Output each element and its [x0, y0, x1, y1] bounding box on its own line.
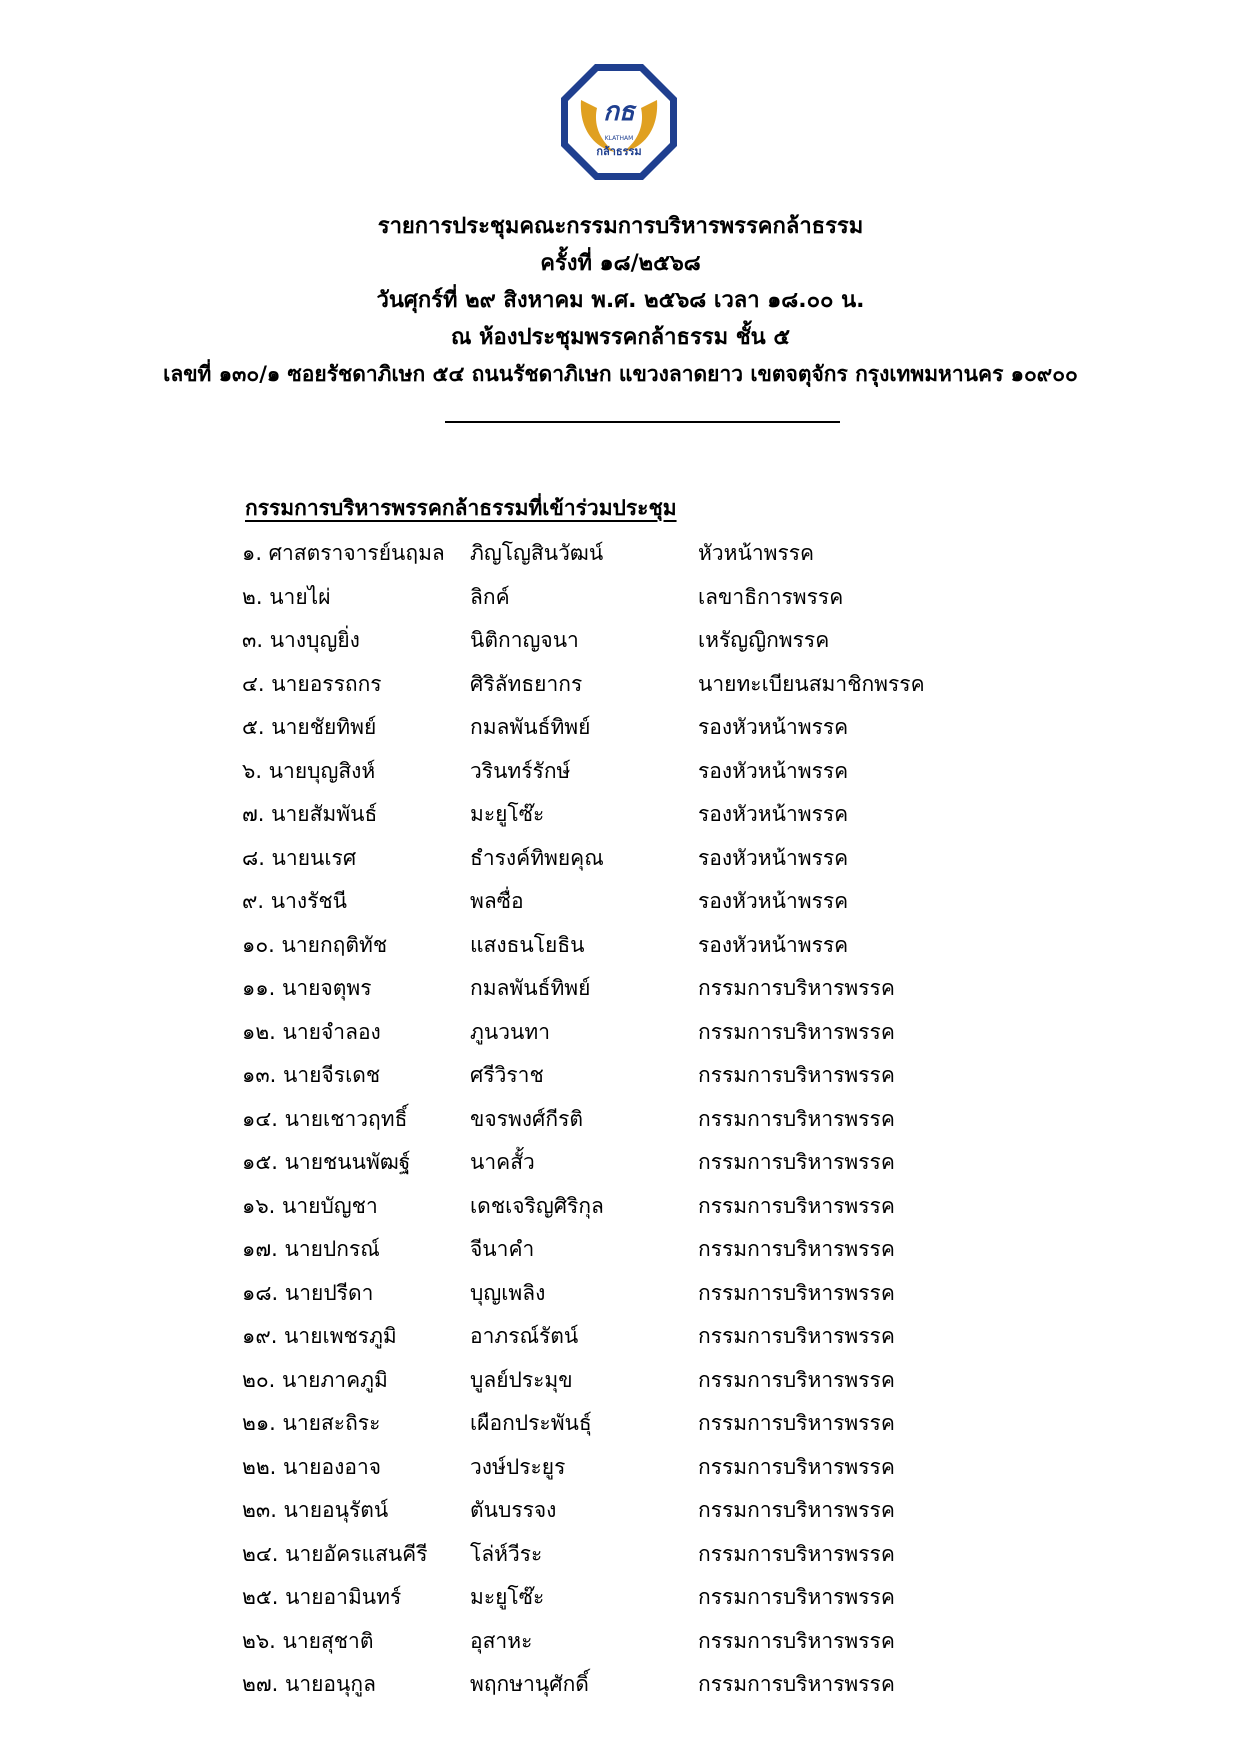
attendee-first-name: ๕. นายชัยทิพย์	[242, 715, 377, 739]
attendee-position: หัวหน้าพรรค	[698, 541, 815, 565]
attendee-first-name: ๑๗. นายปกรณ์	[242, 1237, 380, 1261]
attendees-section-title: กรรมการบริหารพรรคกล้าธรรมที่เข้าร่วมประชุม	[245, 496, 677, 520]
attendee-position: กรรมการบริหารพรรค	[698, 1585, 895, 1609]
attendee-position: รองหัวหน้าพรรค	[698, 845, 849, 870]
attendee-first-name: ๑๔. นายเชาวฤทธิ์	[242, 1106, 408, 1131]
attendee-first-name: ๑๖. นายบัญชา	[242, 1193, 378, 1218]
attendee-first-name: ๘. นายนเรศ	[242, 845, 357, 870]
attendee-row	[0, 663, 1241, 707]
attendee-row	[0, 1141, 1241, 1185]
meeting-venue: ณ ห้องประชุมพรรคกล้าธรรม ชั้น ๕	[450, 325, 791, 350]
attendee-last-name: กมลพันธ์ทิพย์	[470, 715, 591, 739]
attendee-position: กรรมการบริหารพรรค	[698, 1628, 895, 1653]
attendee-first-name: ๑๘. นายปรีดา	[242, 1280, 374, 1305]
attendee-first-name: ๑๑. นายจตุพร	[242, 976, 372, 1000]
logo-english-text: KLATHAM	[604, 135, 634, 142]
attendee-first-name: ๑๐. นายกฤติทัช	[242, 932, 388, 957]
attendee-row	[0, 924, 1241, 968]
attendee-row	[0, 1620, 1241, 1664]
attendee-row	[0, 1272, 1241, 1316]
attendee-last-name: พลซื่อ	[470, 889, 524, 913]
attendee-row	[0, 1011, 1241, 1055]
attendee-last-name: พฤกษานุศักดิ์	[470, 1672, 589, 1696]
attendee-last-name: บุญเพลิง	[470, 1280, 546, 1305]
attendee-last-name: ภูนวนทา	[470, 1019, 550, 1044]
attendee-row	[0, 706, 1241, 750]
attendee-row	[0, 1402, 1241, 1446]
attendee-row	[0, 1098, 1241, 1142]
attendee-position: รองหัวหน้าพรรค	[698, 932, 849, 957]
attendee-first-name: ๒. นายไผ่	[242, 584, 331, 609]
attendee-row	[0, 1663, 1241, 1707]
attendee-row	[0, 967, 1241, 1011]
attendee-row	[0, 1054, 1241, 1098]
attendee-position: กรรมการบริหารพรรค	[698, 1280, 895, 1305]
attendee-position: กรรมการบริหารพรรค	[698, 1367, 895, 1392]
meeting-session: ครั้งที่ ๑๘/๒๕๖๘	[540, 251, 701, 276]
attendee-position: กรรมการบริหารพรรค	[698, 1193, 895, 1218]
attendee-row	[0, 576, 1241, 620]
attendee-first-name: ๖. นายบุญสิงห์	[242, 758, 376, 783]
attendee-row	[0, 1359, 1241, 1403]
attendee-last-name: วงษ์ประยูร	[470, 1454, 566, 1479]
attendee-last-name: นิติกาญจนา	[470, 628, 579, 652]
meeting-title: รายการประชุมคณะกรรมการบริหารพรรคกล้าธรรม	[377, 214, 864, 239]
attendee-last-name: นาคสั้ว	[470, 1150, 535, 1174]
attendee-position: เหรัญญิกพรรค	[698, 628, 830, 652]
attendee-position: กรรมการบริหารพรรค	[698, 1324, 895, 1348]
attendee-row	[0, 750, 1241, 794]
attendee-first-name: ๒๑. นายสะถิระ	[242, 1411, 381, 1435]
attendee-row	[0, 837, 1241, 881]
attendee-first-name: ๒๗. นายอนุกูล	[242, 1672, 376, 1696]
attendee-row	[0, 880, 1241, 924]
meeting-datetime: วันศุกร์ที่ ๒๙ สิงหาคม พ.ศ. ๒๕๖๘ เวลา ๑๘.๐๐ น.	[376, 288, 865, 313]
attendee-position: นายทะเบียนสมาชิกพรรค	[698, 671, 925, 696]
logo-thai-text: กล้าธรรม	[596, 145, 642, 158]
attendee-row	[0, 1446, 1241, 1490]
attendee-row	[0, 532, 1241, 576]
attendee-row	[0, 1228, 1241, 1272]
attendee-position: กรรมการบริหารพรรค	[698, 1106, 895, 1131]
attendee-last-name: บูลย์ประมุข	[470, 1367, 573, 1392]
attendee-last-name: ภิญโญสินวัฒน์	[470, 541, 604, 565]
attendee-row	[0, 1315, 1241, 1359]
attendee-row	[0, 1533, 1241, 1577]
attendee-position: เลขาธิการพรรค	[698, 584, 844, 609]
attendee-position: กรรมการบริหารพรรค	[698, 1019, 895, 1044]
attendee-position: รองหัวหน้าพรรค	[698, 889, 849, 913]
attendee-first-name: ๒๒. นายองอาจ	[242, 1454, 382, 1479]
attendee-first-name: ๒๓. นายอนุรัตน์	[242, 1498, 389, 1522]
attendee-row	[0, 1489, 1241, 1533]
attendee-first-name: ๙. นางรัชนี	[242, 889, 348, 913]
attendee-position: กรรมการบริหารพรรค	[698, 1237, 895, 1261]
attendee-last-name: เดชเจริญศิริกุล	[470, 1193, 604, 1218]
attendee-row	[0, 793, 1241, 837]
attendee-last-name: เผือกประพันธุ์	[470, 1411, 592, 1435]
attendee-last-name: มะยูโซ๊ะ	[470, 1585, 545, 1609]
attendee-last-name: จีนาคำ	[470, 1237, 535, 1261]
party-logo	[557, 60, 681, 184]
attendee-last-name: อุสาหะ	[470, 1628, 533, 1653]
attendee-position: รองหัวหน้าพรรค	[698, 802, 849, 826]
attendee-row	[0, 619, 1241, 663]
attendee-first-name: ๒๐. นายภาคภูมิ	[242, 1367, 388, 1392]
attendee-position: กรรมการบริหารพรรค	[698, 1150, 895, 1174]
attendee-position: กรรมการบริหารพรรค	[698, 976, 895, 1000]
attendee-last-name: อาภรณ์รัตน์	[470, 1324, 579, 1348]
attendee-first-name: ๑. ศาสตราจารย์นฤมล	[242, 541, 445, 565]
attendee-position: กรรมการบริหารพรรค	[698, 1672, 895, 1696]
attendee-last-name: กมลพันธ์ทิพย์	[470, 976, 591, 1000]
attendee-last-name: โล่ห์วีระ	[470, 1541, 543, 1566]
attendee-position: กรรมการบริหารพรรค	[698, 1498, 895, 1522]
attendee-list	[0, 532, 1241, 1707]
meeting-header	[0, 208, 1241, 393]
attendee-first-name: ๒๕. นายอามินทร์	[242, 1585, 402, 1609]
attendee-last-name: ศรีวิราช	[470, 1063, 544, 1087]
attendee-last-name: มะยูโซ๊ะ	[470, 802, 545, 826]
attendee-last-name: ศิริลัทธยากร	[470, 671, 583, 696]
attendee-position: กรรมการบริหารพรรค	[698, 1541, 895, 1566]
attendee-last-name: แสงธนโยธิน	[470, 932, 585, 957]
attendee-last-name: วรินทร์รักษ์	[470, 758, 571, 783]
attendee-first-name: ๗. นายสัมพันธ์	[242, 802, 378, 826]
attendee-last-name: ลิกค์	[470, 584, 510, 609]
attendee-position: กรรมการบริหารพรรค	[698, 1063, 895, 1087]
attendee-first-name: ๒๔. นายอัครแสนคีรี	[242, 1541, 428, 1566]
attendee-first-name: ๑๙. นายเพชรภูมิ	[242, 1324, 397, 1348]
attendee-last-name: ขจรพงศ์กีรติ	[470, 1106, 583, 1131]
attendee-position: รองหัวหน้าพรรค	[698, 758, 849, 783]
attendee-first-name: ๓. นางบุญยิ่ง	[242, 628, 360, 652]
header-divider	[445, 421, 840, 423]
attendee-last-name: ธำรงค์ทิพยคุณ	[470, 845, 604, 870]
attendee-last-name: ตันบรรจง	[470, 1498, 557, 1522]
logo-mark-text: กธ	[603, 97, 635, 127]
meeting-address: เลขที่ ๑๓๐/๑ ซอยรัชดาภิเษก ๕๔ ถนนรัชดาภิเษก แขวงลาดยาว เขตจตุจักร กรุงเทพมหานคร ๑๐๙๐๐	[163, 362, 1078, 386]
attendee-first-name: ๑๒. นายจำลอง	[242, 1019, 381, 1044]
attendee-first-name: ๒๖. นายสุชาติ	[242, 1628, 374, 1653]
attendee-first-name: ๔. นายอรรถกร	[242, 671, 382, 696]
attendee-row	[0, 1576, 1241, 1620]
attendee-position: รองหัวหน้าพรรค	[698, 715, 849, 739]
attendee-row	[0, 1185, 1241, 1229]
attendee-first-name: ๑๕. นายชนนพัฒฐ์	[242, 1150, 411, 1174]
attendee-first-name: ๑๓. นายจีรเดช	[242, 1063, 381, 1087]
attendee-position: กรรมการบริหารพรรค	[698, 1454, 895, 1479]
attendee-position: กรรมการบริหารพรรค	[698, 1411, 895, 1435]
